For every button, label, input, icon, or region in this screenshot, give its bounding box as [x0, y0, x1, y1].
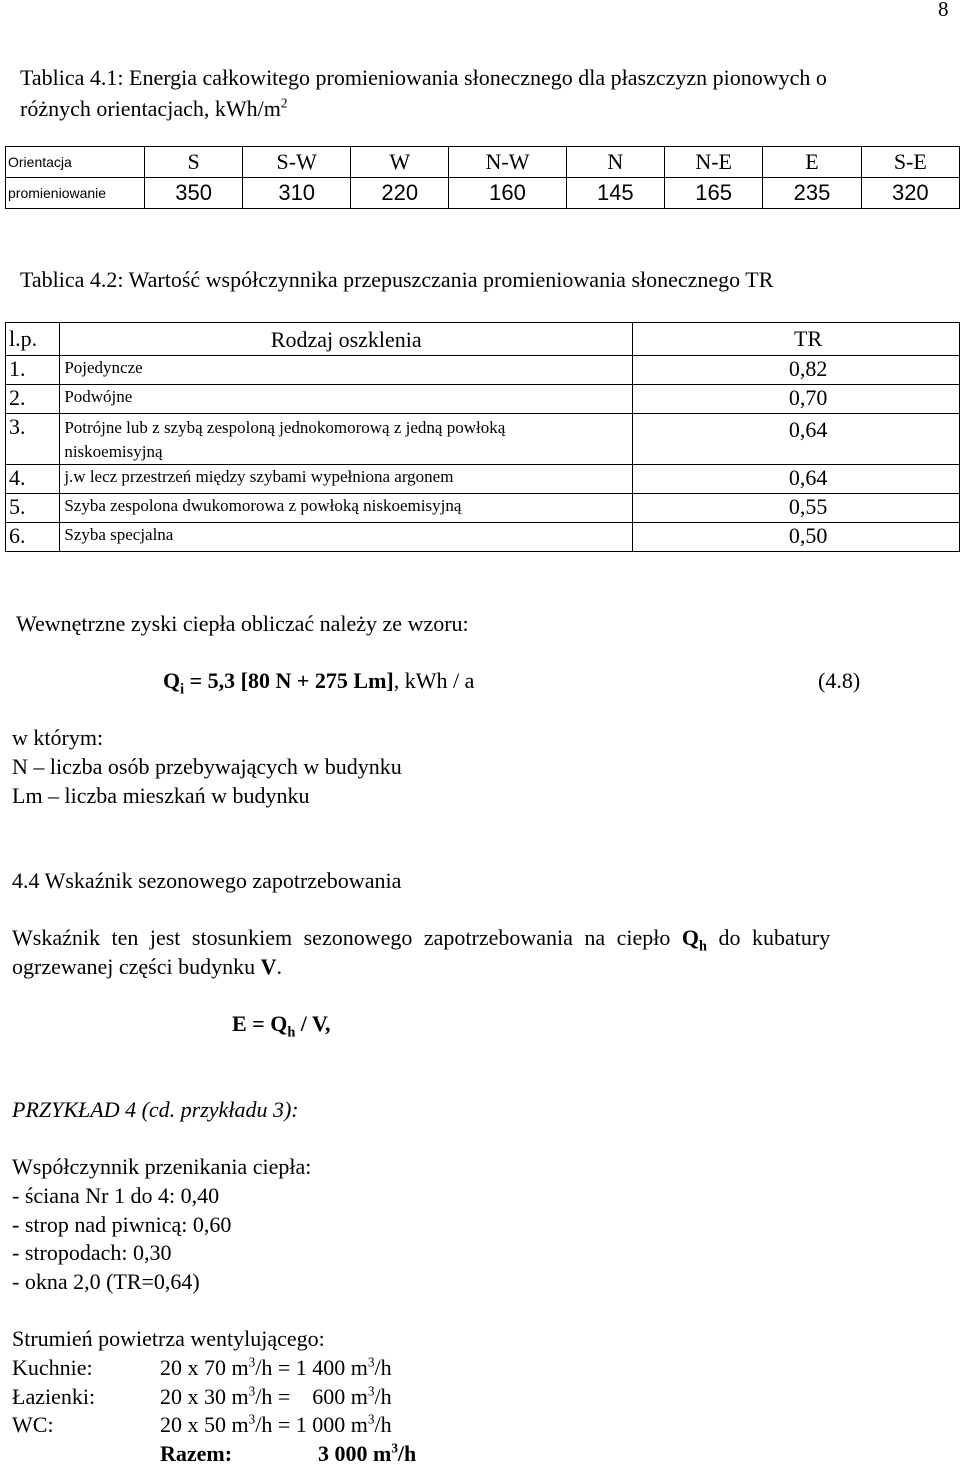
- gains-formula: $Q_i = 5,3$ [80 N + 275 Lm], kWh / a: [163, 668, 475, 698]
- table2-header-type: Rodzaj oszklenia: [60, 323, 633, 356]
- table1-value-cell: 160: [449, 178, 566, 209]
- table2-row-num: 3.: [6, 414, 60, 465]
- table2-header-tr: TR: [633, 323, 960, 356]
- table2-caption: Tablica 4.2: Wartość współczynnika przepuszczania promieniowania słonecznego TR: [20, 267, 774, 292]
- table2-row-tr: 0,55: [633, 494, 960, 523]
- table2-header-row: [6, 323, 960, 356]
- table-row: [6, 494, 960, 523]
- table2-row-tr: 0,64: [633, 465, 960, 494]
- section-paragraph-line1: Wskaźnik ten jest stosunkiem sezonowego zapotrzebowania na ciepło $Q_h$ do kubatury: [12, 925, 831, 955]
- table-row: [6, 385, 960, 414]
- table1-caption-line2: różnych orientacjach, kWh/$m^2$: [20, 95, 288, 121]
- table2-row-type: Szyba zespolona dwukomorowa z powłoką niskoemisyjną: [60, 494, 633, 523]
- table1-value-cell: 310: [243, 178, 351, 209]
- table2-row-num: 4.: [6, 465, 60, 494]
- table-row: [6, 465, 960, 494]
- air-row-label: WC:: [12, 1412, 54, 1437]
- table1-orientation-cell: N-E: [664, 147, 762, 178]
- air-title: Strumień powietrza wentylującego:: [12, 1326, 325, 1351]
- table1-value-cell: 235: [763, 178, 861, 209]
- table1-values-row: [6, 178, 960, 209]
- list-item: - stropodach: 0,30: [12, 1240, 172, 1265]
- table1-value-cell: 350: [145, 178, 243, 209]
- table2-row-tr: 0,50: [633, 523, 960, 552]
- table1-orientation-cell: W: [351, 147, 449, 178]
- table2-row-num: 1.: [6, 356, 60, 385]
- table2-row-type: Potrójne lub z szybą zespoloną jednokomorową z jedną powłoką niskoemisyjną: [60, 414, 633, 465]
- index-equation: $E = Q_h / V$,: [232, 1011, 331, 1041]
- gains-def-lm: Lm – liczba mieszkań w budynku: [12, 783, 310, 808]
- gains-def-n: N – liczba osób przebywających w budynku: [12, 754, 402, 779]
- air-row-calc: 20 x 30 $m^3/h$ = 600 $m^3/h$: [160, 1383, 392, 1409]
- table2-row-tr: 0,64: [633, 414, 960, 465]
- list-item: - strop nad piwnicą: 0,60: [12, 1212, 232, 1237]
- gains-where: w którym:: [12, 725, 104, 750]
- table2-row-type: Pojedyncze: [60, 356, 633, 385]
- table1-orientation-cell: E: [763, 147, 861, 178]
- air-row-label: Kuchnie:: [12, 1355, 93, 1380]
- gains-intro: Wewnętrzne zyski ciepła obliczać należy ze wzoru:: [16, 611, 469, 636]
- table2-row-num: 2.: [6, 385, 60, 414]
- u-title: Współczynnik przenikania ciepła:: [12, 1154, 312, 1179]
- table1-label-promieniowanie: promieniowanie: [6, 178, 145, 209]
- page-number: 8: [938, 0, 949, 21]
- table1-value-cell: 320: [861, 178, 959, 209]
- table2-row-tr: 0,70: [633, 385, 960, 414]
- table1-orientation-row: [6, 147, 960, 178]
- table1-orientation-cell: N-W: [449, 147, 566, 178]
- section-paragraph-line2: ogrzewanej części budynku V.: [12, 954, 283, 979]
- table2-row-tr: 0,82: [633, 356, 960, 385]
- table-glazing-tr: [5, 322, 960, 552]
- table2-row-type: Podwójne: [60, 385, 633, 414]
- table2-row-type: Szyba specjalna: [60, 523, 633, 552]
- table2-row-num: 6.: [6, 523, 60, 552]
- table1-orientation-cell: N: [566, 147, 664, 178]
- table2-row-type: j.w lecz przestrzeń między szybami wypełniona argonem: [60, 465, 633, 494]
- air-row-calc: 20 x 70 $m^3/h = 1$ 400 $m^3/h$: [160, 1354, 392, 1380]
- table1-value-cell: 165: [664, 178, 762, 209]
- list-item: - ściana Nr 1 do 4: 0,40: [12, 1183, 220, 1208]
- table-row: [6, 414, 960, 465]
- list-item: - okna 2,0 (TR=0,64): [12, 1269, 200, 1294]
- air-total-value: 3 000 $m^3/h$: [318, 1440, 417, 1466]
- table-solar-energy: [5, 146, 960, 209]
- air-row-label: Łazienki:: [12, 1384, 96, 1409]
- table1-label-orientacja: Orientacja: [6, 147, 145, 178]
- example-heading: PRZYKŁAD 4 (cd. przykładu 3):: [12, 1097, 299, 1122]
- table2-header-lp: l.p.: [6, 323, 60, 356]
- table1-value-cell: 145: [566, 178, 664, 209]
- table1-value-cell: 220: [351, 178, 449, 209]
- air-row-calc: 20 x 50 $m^3/h = 1$ 000 $m^3/h$: [160, 1411, 392, 1437]
- section-heading: 4.4 Wskaźnik sezonowego zapotrzebowania: [12, 868, 402, 893]
- table1-caption-line1: Tablica 4.1: Energia całkowitego promieniowania słonecznego dla płaszczyzn pionowych o: [20, 65, 827, 90]
- table1-orientation-cell: S-E: [861, 147, 959, 178]
- air-total-label: Razem:: [160, 1441, 233, 1466]
- table1-orientation-cell: S-W: [243, 147, 351, 178]
- table-row: [6, 523, 960, 552]
- table2-row-num: 5.: [6, 494, 60, 523]
- table1-orientation-cell: S: [145, 147, 243, 178]
- table-row: [6, 356, 960, 385]
- formula-number: (4.8): [818, 668, 861, 693]
